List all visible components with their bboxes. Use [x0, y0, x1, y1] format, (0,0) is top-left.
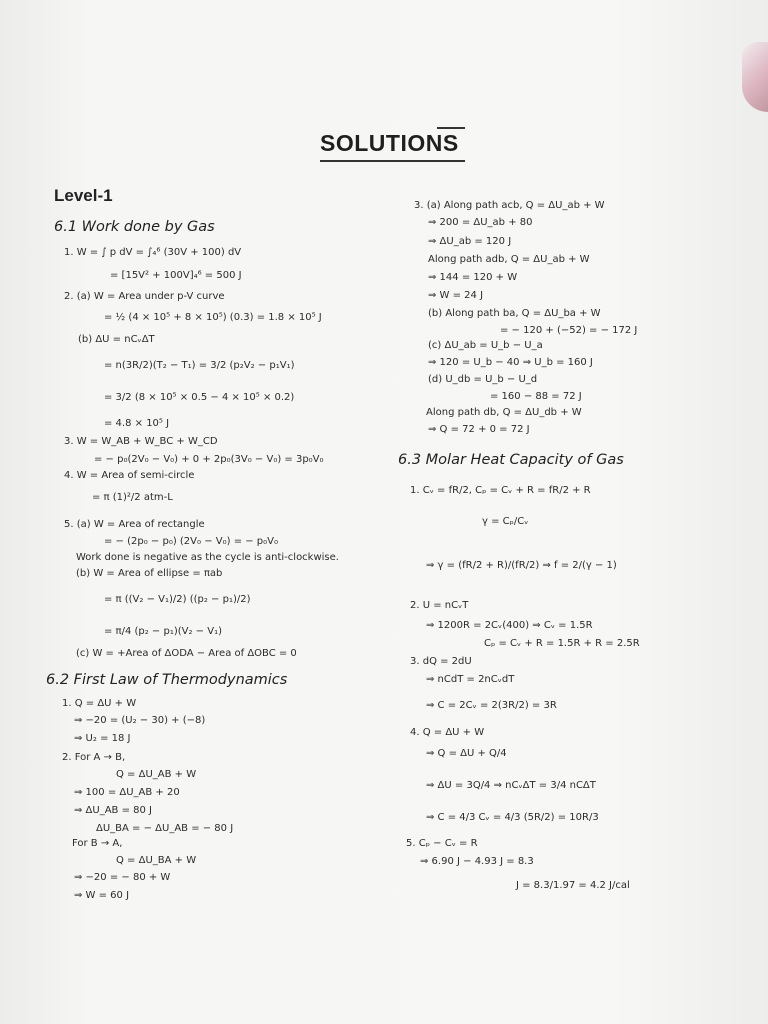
title-rule-top — [437, 127, 465, 129]
solution-line: = n(3R/2)(T₂ − T₁) = 3/2 (p₂V₂ − p₁V₁) — [104, 360, 295, 371]
solution-line: (b) ΔU = nCᵥΔT — [78, 334, 155, 345]
solution-line: J = 8.3/1.97 = 4.2 J/cal — [516, 880, 630, 891]
solution-line: ⇒ 120 = U_b − 40 ⇒ U_b = 160 J — [428, 357, 593, 368]
solution-line: ⇒ Q = ΔU + Q/4 — [426, 748, 507, 759]
solution-line: ⇒ 100 = ΔU_AB + 20 — [74, 787, 180, 798]
solution-line: ⇒ −20 = − 80 + W — [74, 872, 171, 883]
level-heading: Level-1 — [54, 186, 113, 205]
title-rule-bottom — [320, 160, 465, 162]
solution-line: 4. Q = ΔU + W — [410, 727, 485, 738]
page-title: SOLUTIONS — [320, 130, 459, 156]
solution-line: Q = ΔU_AB + W — [116, 769, 197, 780]
solution-line: Cₚ = Cᵥ + R = 1.5R + R = 2.5R — [484, 638, 640, 649]
solution-line: ⇒ W = 24 J — [428, 290, 484, 301]
solution-line: 2. For A → B, — [62, 752, 126, 763]
solution-line: = 4.8 × 10⁵ J — [104, 418, 170, 429]
solution-line: Along path db, Q = ΔU_db + W — [426, 407, 582, 418]
solution-line: ⇒ γ = (fR/2 + R)/(fR/2) ⇒ f = 2/(γ − 1) — [426, 560, 617, 571]
solution-line: = − 120 + (−52) = − 172 J — [500, 325, 638, 336]
solution-line: = − p₀(2V₀ − V₀) + 0 + 2p₀(3V₀ − V₀) = 3p₀V₀ — [94, 454, 324, 465]
solution-line: (b) Along path ba, Q = ΔU_ba + W — [428, 308, 601, 319]
solution-line: For B → A, — [72, 838, 123, 849]
solution-line: ⇒ ΔU = 3Q/4 ⇒ nCᵥΔT = 3/4 nCΔT — [426, 780, 596, 791]
solution-line: ⇒ ΔU_ab = 120 J — [428, 236, 512, 247]
solution-line: ⇒ W = 60 J — [74, 890, 130, 901]
solution-line: 1. Q = ΔU + W — [62, 698, 137, 709]
solution-line: ⇒ ΔU_AB = 80 J — [74, 805, 153, 816]
solution-line: = [15V² + 100V]₄⁶ = 500 J — [110, 270, 242, 281]
solution-line: ⇒ U₂ = 18 J — [74, 733, 131, 744]
solution-line: ⇒ C = 4/3 Cᵥ = 4/3 (5R/2) = 10R/3 — [426, 812, 599, 823]
section-heading-molar-heat: 6.3 Molar Heat Capacity of Gas — [398, 452, 624, 468]
solution-line: ⇒ 144 = 120 + W — [428, 272, 518, 283]
solution-line: ⇒ 6.90 J − 4.93 J = 8.3 — [420, 856, 534, 867]
solution-line: ⇒ C = 2Cᵥ = 2(3R/2) = 3R — [426, 700, 557, 711]
solution-line: 2. U = nCᵥT — [410, 600, 469, 611]
solution-line: = − (2p₀ − p₀) (2V₀ − V₀) = − p₀V₀ — [104, 536, 279, 547]
solution-line: ⇒ 1200R = 2Cᵥ(400) ⇒ Cᵥ = 1.5R — [426, 620, 593, 631]
solution-line: ⇒ −20 = (U₂ − 30) + (−8) — [74, 715, 206, 726]
solution-line: 5. (a) W = Area of rectangle — [64, 519, 205, 530]
solution-line: Work done is negative as the cycle is anti-clockwise. — [76, 552, 339, 563]
solution-line: = 3/2 (8 × 10⁵ × 0.5 − 4 × 10⁵ × 0.2) — [104, 392, 295, 403]
solution-line: Q = ΔU_BA + W — [116, 855, 197, 866]
solution-line: γ = Cₚ/Cᵥ — [482, 516, 529, 527]
solution-line: = π (1)²/2 atm-L — [92, 492, 173, 503]
solution-line: (b) W = Area of ellipse = πab — [76, 568, 223, 579]
solution-line: = π ((V₂ − V₁)/2) ((p₂ − p₁)/2) — [104, 594, 251, 605]
solution-line: ⇒ Q = 72 + 0 = 72 J — [428, 424, 530, 435]
solution-line: = ½ (4 × 10⁵ + 8 × 10⁵) (0.3) = 1.8 × 10⁵ J — [104, 312, 322, 323]
solution-line: (c) W = +Area of ΔODA − Area of ΔOBC = 0 — [76, 648, 297, 659]
section-heading-first-law: 6.2 First Law of Thermodynamics — [46, 672, 288, 688]
solution-line: 4. W = Area of semi-circle — [64, 470, 195, 481]
solution-line: 3. dQ = 2dU — [410, 656, 472, 667]
solution-line: 3. W = W_AB + W_BC + W_CD — [64, 436, 218, 447]
solution-line: Along path adb, Q = ΔU_ab + W — [428, 254, 590, 265]
page-corner-shadow — [742, 42, 768, 112]
solution-line: = π/4 (p₂ − p₁)(V₂ − V₁) — [104, 626, 222, 637]
solution-line: ⇒ nCdT = 2nCᵥdT — [426, 674, 515, 685]
solution-line: ⇒ 200 = ΔU_ab + 80 — [428, 217, 533, 228]
solution-line: 1. Cᵥ = fR/2, Cₚ = Cᵥ + R = fR/2 + R — [410, 485, 591, 496]
solution-line: (d) U_db = U_b − U_d — [428, 374, 538, 385]
solution-line: ΔU_BA = − ΔU_AB = − 80 J — [96, 823, 234, 834]
solution-line: = 160 − 88 = 72 J — [490, 391, 582, 402]
section-heading-work-done: 6.1 Work done by Gas — [54, 219, 215, 235]
solution-line: (c) ΔU_ab = U_b − U_a — [428, 340, 543, 351]
solution-line: 5. Cₚ − Cᵥ = R — [406, 838, 478, 849]
solution-line: 2. (a) W = Area under p-V curve — [64, 291, 225, 302]
solution-line: 3. (a) Along path acb, Q = ΔU_ab + W — [414, 200, 605, 211]
solution-line: 1. W = ∫ p dV = ∫₄⁶ (30V + 100) dV — [64, 247, 242, 258]
